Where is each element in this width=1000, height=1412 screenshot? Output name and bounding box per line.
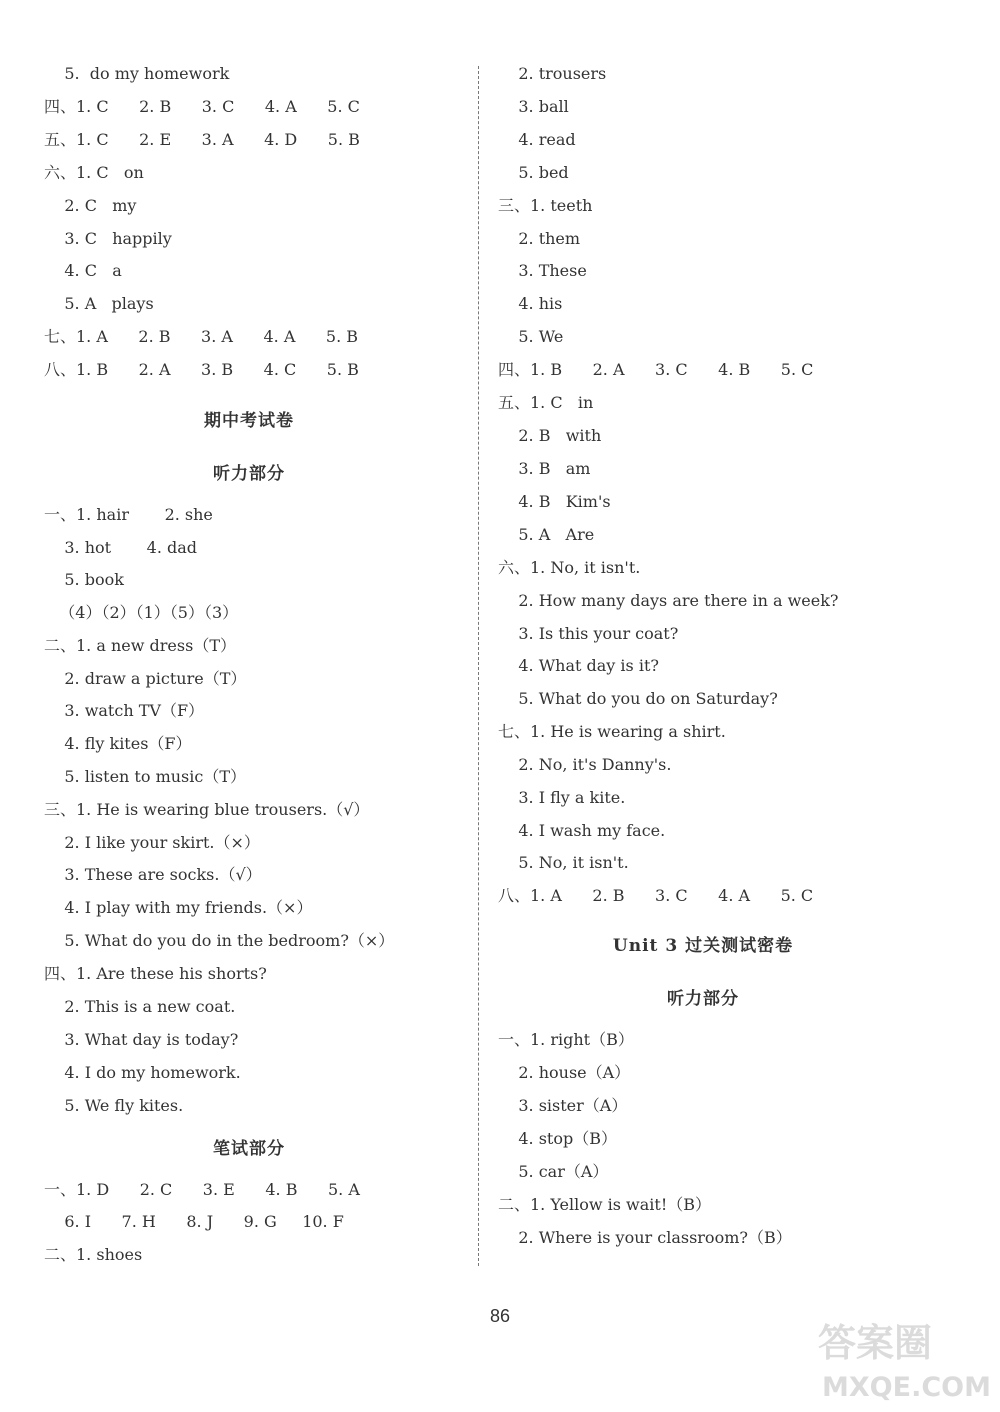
answer-line: 六、1. No, it isn't. xyxy=(498,558,641,577)
answer-line: 3. These xyxy=(498,261,587,280)
watermark-logo xyxy=(808,1308,998,1408)
answer-line: 4. I wash my face. xyxy=(498,821,666,840)
answer-line: 3. watch TV（F） xyxy=(44,701,205,720)
answer-line: 3. These are socks.（√） xyxy=(44,865,262,884)
answer-line: 三、1. teeth xyxy=(498,196,593,215)
answer-line: 4. stop（B） xyxy=(498,1129,617,1148)
answer-line: 3. C happily xyxy=(44,229,172,248)
page-number: 86 xyxy=(489,1306,511,1326)
answer-line: 5. bed xyxy=(498,163,569,182)
section-heading-listening: 听力部分 xyxy=(213,464,285,484)
answer-line: 5. We xyxy=(498,327,564,346)
answer-line: 2. draw a picture（T） xyxy=(44,669,247,688)
answer-line: 3. Is this your coat? xyxy=(498,624,679,643)
answer-line: 3. B am xyxy=(498,459,591,478)
answer-line: 一、1. hair 2. she xyxy=(44,505,213,524)
answer-line: 3. ball xyxy=(498,97,569,116)
answer-line: 2. house（A） xyxy=(498,1063,631,1082)
answer-line: 4. read xyxy=(498,130,576,149)
answer-line: 五、1. C in xyxy=(498,393,594,412)
answer-line: 5. A Are xyxy=(498,525,595,544)
section-heading-written: 笔试部分 xyxy=(213,1139,285,1159)
section-heading-midterm: 期中考试卷 xyxy=(204,411,294,431)
answer-line: 2. Where is your classroom?（B） xyxy=(498,1228,792,1247)
answer-line: 2. them xyxy=(498,229,581,248)
answer-line: 5. listen to music（T） xyxy=(44,767,247,786)
answer-line: 5. We fly kites. xyxy=(44,1096,184,1115)
answer-line: 2. How many days are there in a week? xyxy=(498,591,839,610)
answer-line: 六、1. C on xyxy=(44,163,144,182)
answer-line: 二、1. a new dress（T） xyxy=(44,636,236,655)
answer-line: 3. I fly a kite. xyxy=(498,788,626,807)
answer-line: 5. What do you do on Saturday? xyxy=(498,689,778,708)
answer-line: 2. C my xyxy=(44,196,137,215)
answer-line: 八、1. A 2. B 3. C 4. A 5. C xyxy=(498,886,814,905)
answer-line: 四、1. B 2. A 3. C 4. B 5. C xyxy=(498,360,814,379)
watermark-top-text: 答案圈 xyxy=(818,1321,933,1365)
answer-line: 七、1. He is wearing a shirt. xyxy=(498,722,726,741)
answer-line: 五、1. C 2. E 3. A 4. D 5. B xyxy=(44,130,360,149)
answer-line: 4. his xyxy=(498,294,563,313)
answer-line: 四、1. Are these his shorts? xyxy=(44,964,267,983)
answer-line: 3. What day is today? xyxy=(44,1030,239,1049)
answer-line: 四、1. C 2. B 3. C 4. A 5. C xyxy=(44,97,360,116)
answer-line: 5. book xyxy=(44,570,124,589)
answer-line: 6. I 7. H 8. J 9. G 10. F xyxy=(44,1212,344,1231)
answer-line: （4）（2）（1）（5）（3） xyxy=(44,603,239,622)
answer-line: 4. fly kites（F） xyxy=(44,734,192,753)
answer-line: 2. I like your skirt.（×） xyxy=(44,833,260,852)
answer-line: 5. What do you do in the bedroom?（×） xyxy=(44,931,395,950)
answer-line: 4. B Kim's xyxy=(498,492,611,511)
answer-line: 5. car（A） xyxy=(498,1162,609,1181)
answer-line: 2. B with xyxy=(498,426,602,445)
answer-line: 3. sister（A） xyxy=(498,1096,628,1115)
answer-line: 二、1. Yellow is wait!（B） xyxy=(498,1195,712,1214)
answer-line: 5. No, it isn't. xyxy=(498,853,629,872)
answer-line: 二、1. shoes xyxy=(44,1245,143,1264)
answer-line: 4. I do my homework. xyxy=(44,1063,241,1082)
answer-line: 八、1. B 2. A 3. B 4. C 5. B xyxy=(44,360,359,379)
answer-line: 5. do my homework xyxy=(44,64,230,83)
column-divider xyxy=(478,66,479,1266)
watermark-bottom-text: MXQE.COM xyxy=(822,1372,991,1403)
answer-line: 2. This is a new coat. xyxy=(44,997,236,1016)
answer-line: 4. I play with my friends.（×） xyxy=(44,898,313,917)
answer-line: 2. trousers xyxy=(498,64,607,83)
answer-line: 4. C a xyxy=(44,261,122,280)
answer-line: 3. hot 4. dad xyxy=(44,538,198,557)
section-heading-unit3-test: Unit 3 过关测试密卷 xyxy=(612,936,794,956)
answer-line: 4. What day is it? xyxy=(498,656,659,675)
answer-line: 一、1. D 2. C 3. E 4. B 5. A xyxy=(44,1180,360,1199)
answer-line: 七、1. A 2. B 3. A 4. A 5. B xyxy=(44,327,359,346)
section-heading-listening: 听力部分 xyxy=(667,989,739,1009)
answer-line: 三、1. He is wearing blue trousers.（√） xyxy=(44,800,370,819)
answer-line: 5. A plays xyxy=(44,294,154,313)
answer-line: 一、1. right（B） xyxy=(498,1030,634,1049)
answer-line: 2. No, it's Danny's. xyxy=(498,755,672,774)
